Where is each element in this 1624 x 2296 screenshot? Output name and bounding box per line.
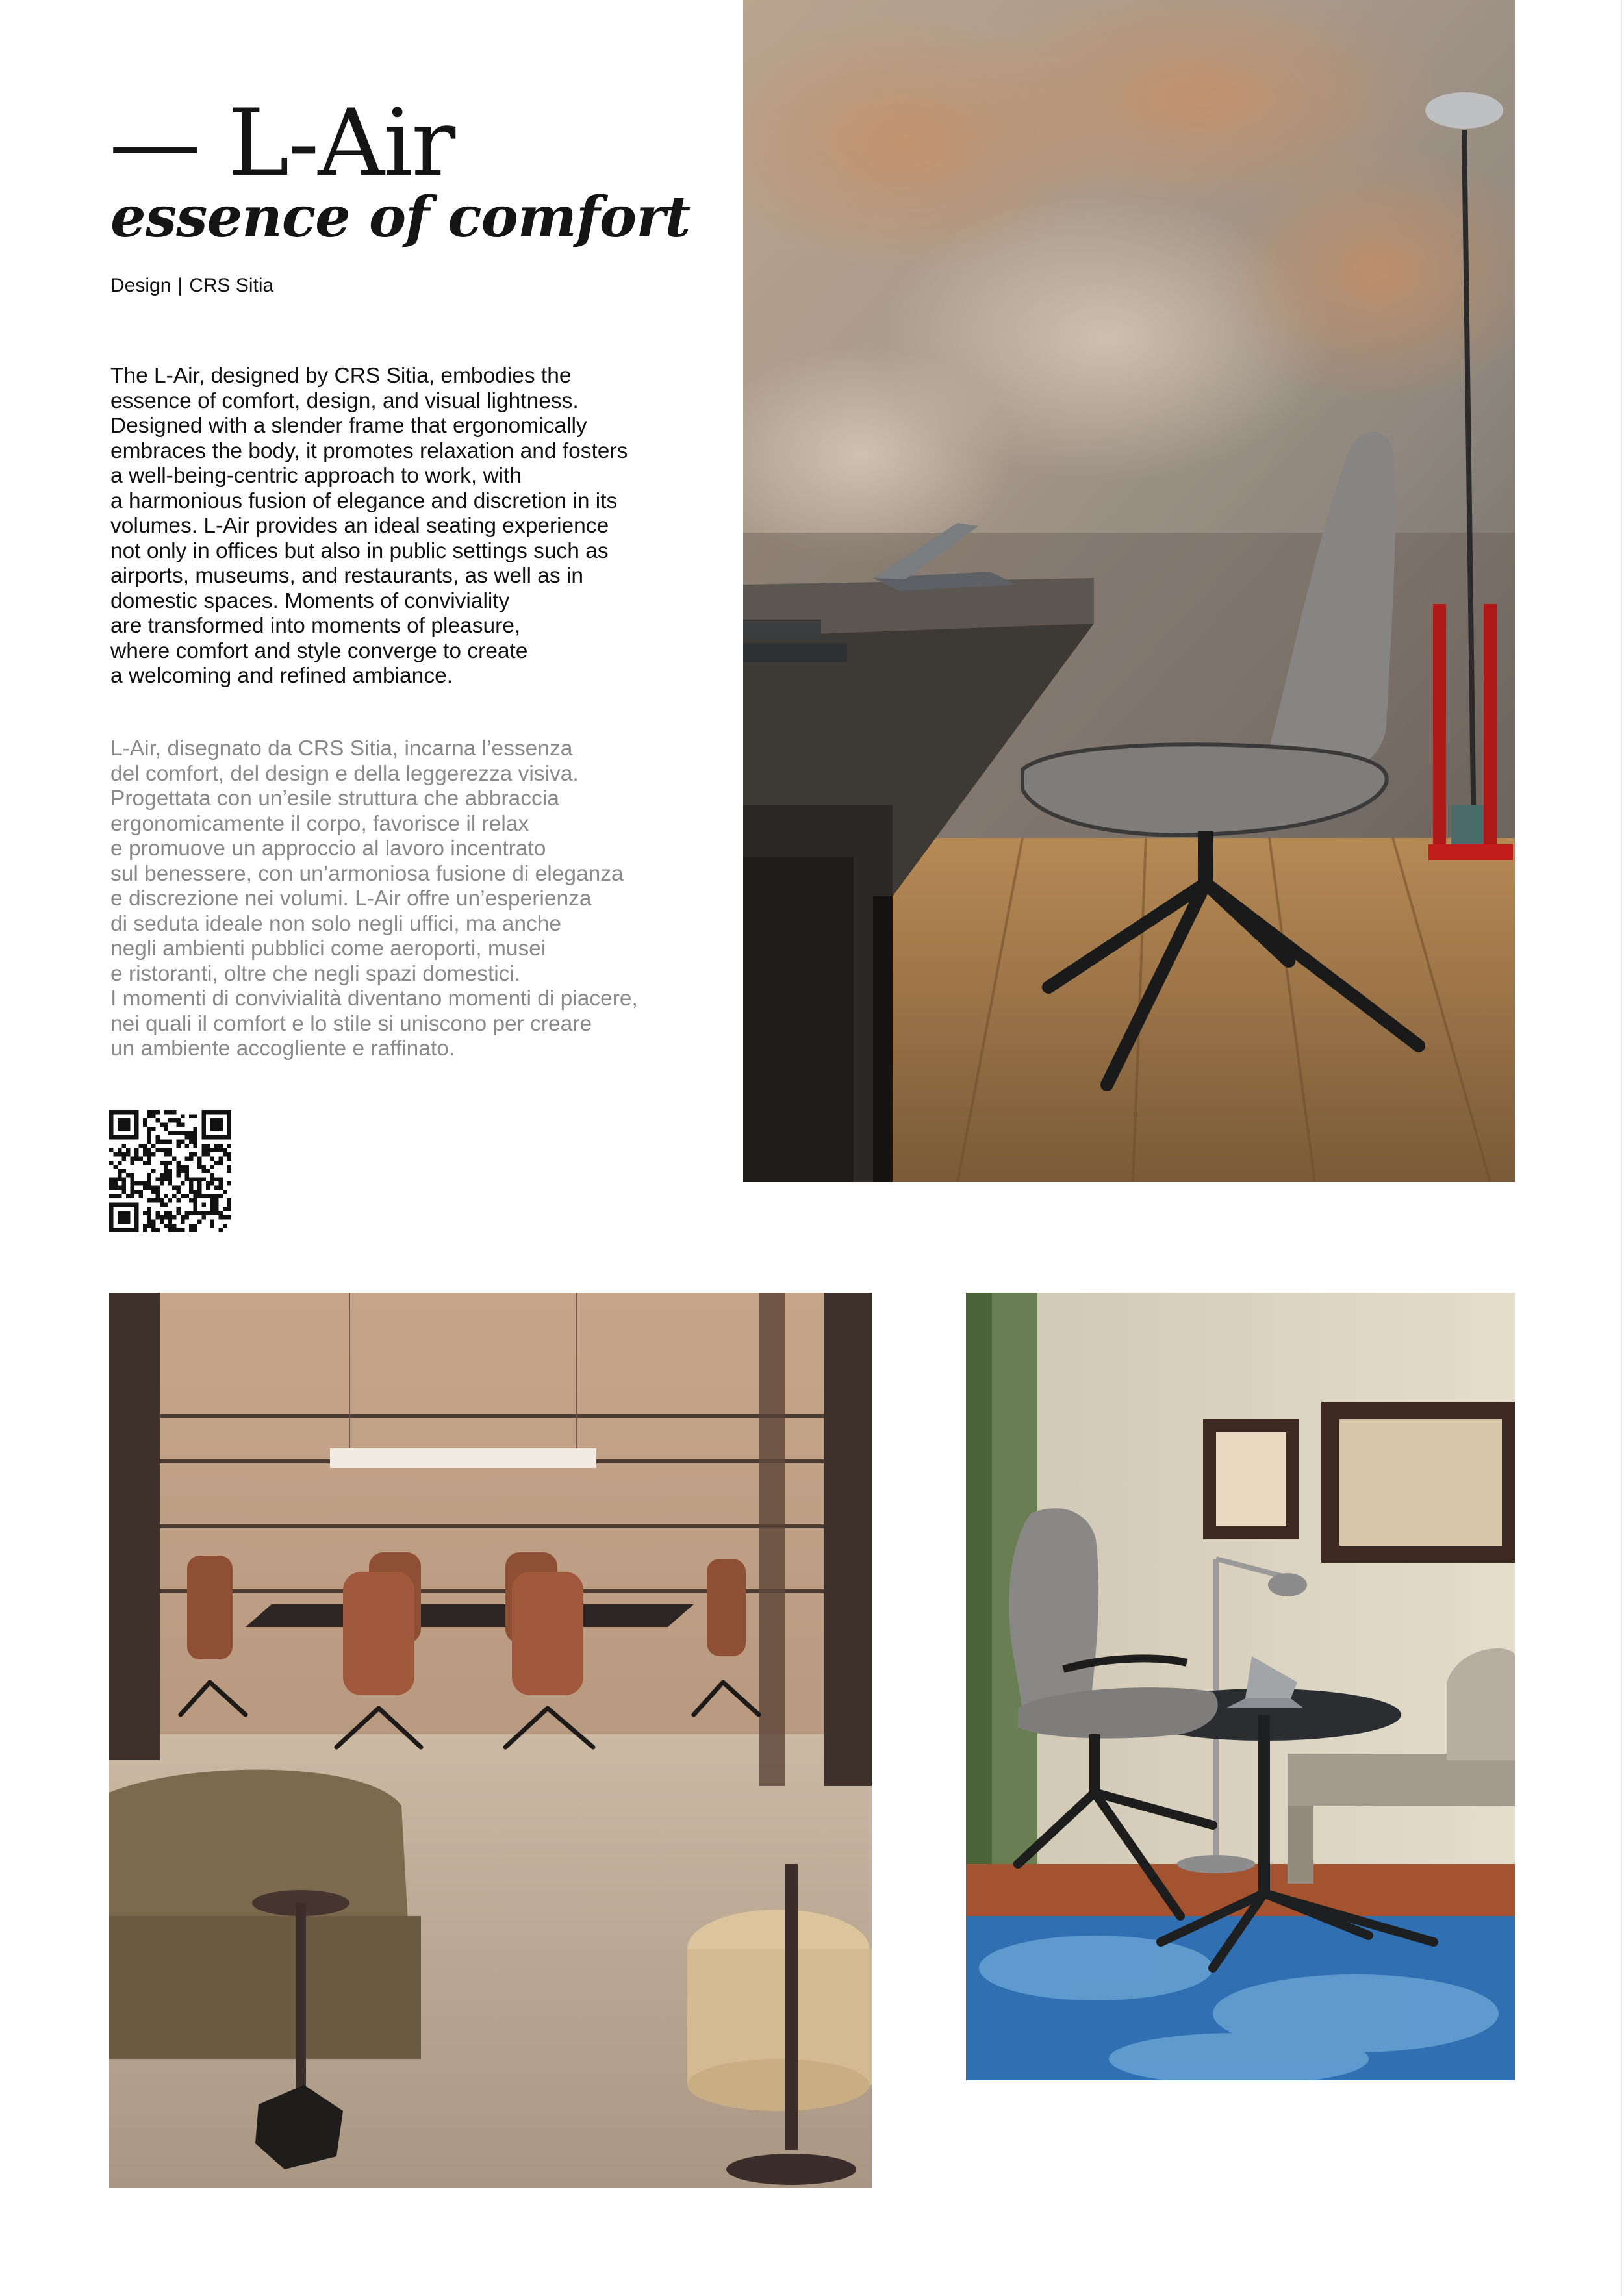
page-subtitle: essence of comfort [110,184,691,250]
credit-separator: | [177,275,183,296]
chair-desk-photo [743,0,1515,1182]
description-english: The L-Air, designed by CRS Sitia, embodies the essence of comfort, design, and visual lightness. Designed with a slender frame that ergonomically embraces the body, it promotes relaxation and fosters a well-being-centric approach to work, with a harmonious fusion of elegance and discretion in its volumes. L-Air provides an ideal seating experience not only in offices but also in public settings such as airports, museums, and restaurants, as well as in domestic spaces. Moments of conviviality are transformed into moments of pleasure, where comfort and style converge to create a welcoming and refined ambiance. [110,364,628,688]
page-edge-divider [1621,0,1622,2296]
page-title: — L-Air [109,90,455,197]
study-corner-photo [966,1293,1515,2080]
design-credit [110,275,273,297]
description-italian: L-Air, disegnato da CRS Sitia, incarna l’essenza del comfort, del design e della leggerezza visiva. Progettata con un’esile struttura che abbraccia ergonomicamente il corpo, favorisce il relax e promuove un approccio al lavoro incentrato sul benessere, con un’armoniosa fusione di eleganza e discrezione nei volumi. L-Air offre un’esperienza di seduta ideale non solo negli uffici, ma anche negli ambienti pubblici come aeroporti, musei e ristoranti, oltre che negli spazi domestici. I momenti di convivialità diventano momenti di piacere, nei quali il comfort e lo stile si uniscono per creare un ambiente accogliente e raffinato. [110,737,638,1061]
meeting-room-photo [109,1293,872,2188]
qr-code-icon[interactable] [109,1110,231,1232]
credit-label: Design [110,275,171,296]
credit-value: CRS Sitia [189,275,274,296]
